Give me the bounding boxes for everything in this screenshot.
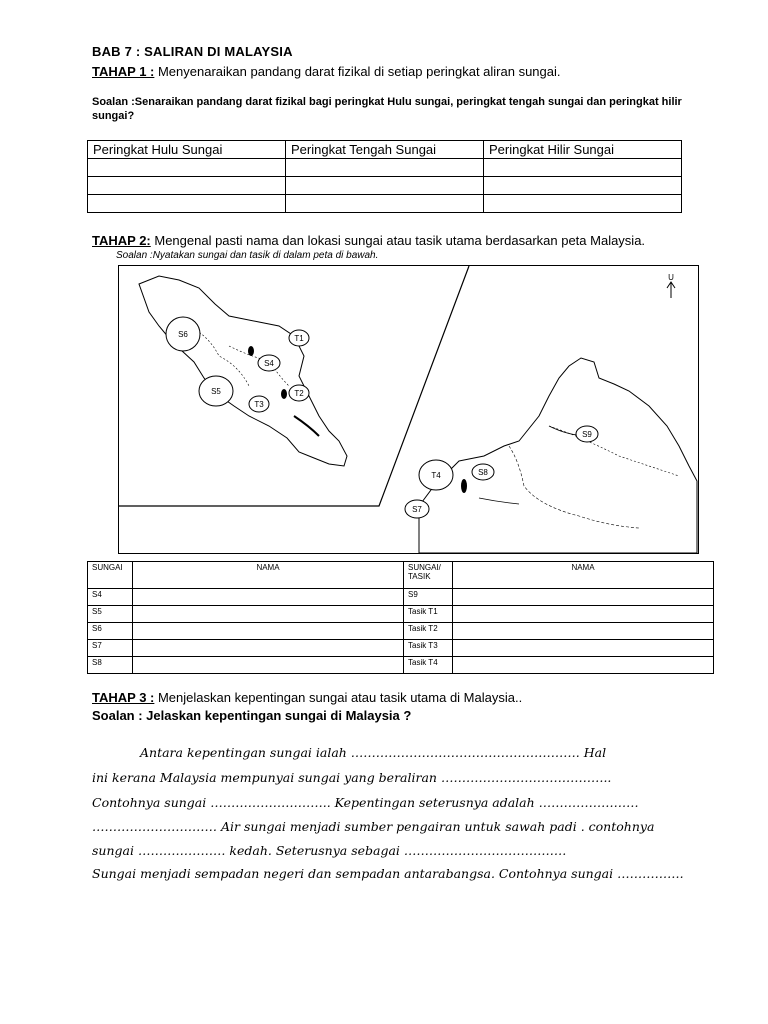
row-label: Tasik T4 (404, 657, 453, 674)
row-label: S6 (88, 623, 133, 640)
soalan1: Soalan :Senaraikan pandang darat fizikal bagi peringkat Hulu sungai, peringkat tengah sungai dan peringkat hilir sungai? (92, 96, 682, 122)
answer-cell[interactable] (133, 606, 404, 623)
map-label-s5: S5 (211, 387, 221, 396)
answer-line: Sungai menjadi sempadan negeri dan sempadan antarabangsa. Contohnya sungai ……………. (92, 866, 684, 881)
row-label: S5 (88, 606, 133, 623)
header-nama-2: NAMA (453, 562, 714, 589)
tahap1-label: TAHAP 1 : (92, 64, 155, 79)
answer-cell[interactable] (453, 589, 714, 606)
header-sungai-tasik: SUNGAI/ TASIK (404, 562, 453, 589)
landform-table (87, 140, 682, 213)
tahap1-line (92, 64, 561, 79)
answer-line: Contohnya sungai ……………………….. Kepentingan seterusnya adalah …………………… (92, 795, 639, 810)
answer-cell[interactable] (88, 195, 286, 213)
map-drawing (119, 266, 698, 553)
tahap2-line (92, 233, 645, 248)
map-label-t3: T3 (254, 400, 264, 409)
row-label: Tasik T1 (404, 606, 453, 623)
row-label: S4 (88, 589, 133, 606)
answer-cell[interactable] (133, 640, 404, 657)
answer-cell[interactable] (453, 640, 714, 657)
answer-line: ………………………… Air sungai menjadi sumber pengairan untuk sawah padi . contohnya (92, 819, 655, 834)
map-label-s4: S4 (264, 359, 274, 368)
answer-cell[interactable] (88, 159, 286, 177)
answer-cell[interactable] (484, 195, 682, 213)
header-hulu: Peringkat Hulu Sungai (88, 141, 286, 159)
soalan2: Soalan :Nyatakan sungai dan tasik di dalam peta di bawah. (116, 250, 379, 261)
answer-line: Antara kepentingan sungai ialah ………………………………………………. Hal (140, 745, 607, 760)
answer-cell[interactable] (453, 657, 714, 674)
answer-line: ini kerana Malaysia mempunyai sungai yang beraliran ………………………………….. (92, 770, 612, 785)
compass-arrow-icon (667, 282, 675, 298)
map-label-s7: S7 (412, 505, 422, 514)
header-hilir: Peringkat Hilir Sungai (484, 141, 682, 159)
answer-cell[interactable] (133, 657, 404, 674)
map-label-s6: S6 (178, 330, 188, 339)
answer-cell[interactable] (286, 159, 484, 177)
answer-cell[interactable] (286, 195, 484, 213)
river-lake-table (87, 561, 714, 674)
header-sungai: SUNGAI (88, 562, 133, 589)
row-label: S9 (404, 589, 453, 606)
answer-cell[interactable] (133, 589, 404, 606)
tahap2-text: Mengenal pasti nama dan lokasi sungai atau tasik utama berdasarkan peta Malaysia. (150, 233, 646, 248)
compass-north-label: U (668, 273, 674, 282)
answer-line: sungai ………………… kedah. Seterusnya sebagai ………………………………… (92, 843, 567, 858)
answer-cell[interactable] (484, 177, 682, 195)
map-label-t4: T4 (431, 471, 441, 480)
soalan3: Soalan : Jelaskan kepentingan sungai di Malaysia ? (92, 708, 412, 723)
row-label: S7 (88, 640, 133, 657)
tahap2-label: TAHAP 2: (92, 233, 151, 248)
answer-cell[interactable] (286, 177, 484, 195)
tahap3-line (92, 690, 522, 705)
answer-cell[interactable] (484, 159, 682, 177)
row-label: S8 (88, 657, 133, 674)
row-label: Tasik T3 (404, 640, 453, 657)
map-label-s9: S9 (582, 430, 592, 439)
answer-cell[interactable] (88, 177, 286, 195)
tahap3-text: Menjelaskan kepentingan sungai atau tasik utama di Malaysia.. (154, 690, 523, 705)
map-label-t2: T2 (294, 389, 304, 398)
tahap3-label: TAHAP 3 : (92, 690, 155, 705)
tahap1-text: Menyenaraikan pandang darat fizikal di setiap peringkat aliran sungai. (154, 64, 561, 79)
answer-cell[interactable] (453, 606, 714, 623)
answer-cell[interactable] (453, 623, 714, 640)
map-label-t1: T1 (294, 334, 304, 343)
answer-cell[interactable] (133, 623, 404, 640)
header-tengah: Peringkat Tengah Sungai (286, 141, 484, 159)
map-label-s8: S8 (478, 468, 488, 477)
malaysia-map (118, 265, 699, 554)
header-nama: NAMA (133, 562, 404, 589)
page-title: BAB 7 : SALIRAN DI MALAYSIA (92, 44, 293, 59)
row-label: Tasik T2 (404, 623, 453, 640)
